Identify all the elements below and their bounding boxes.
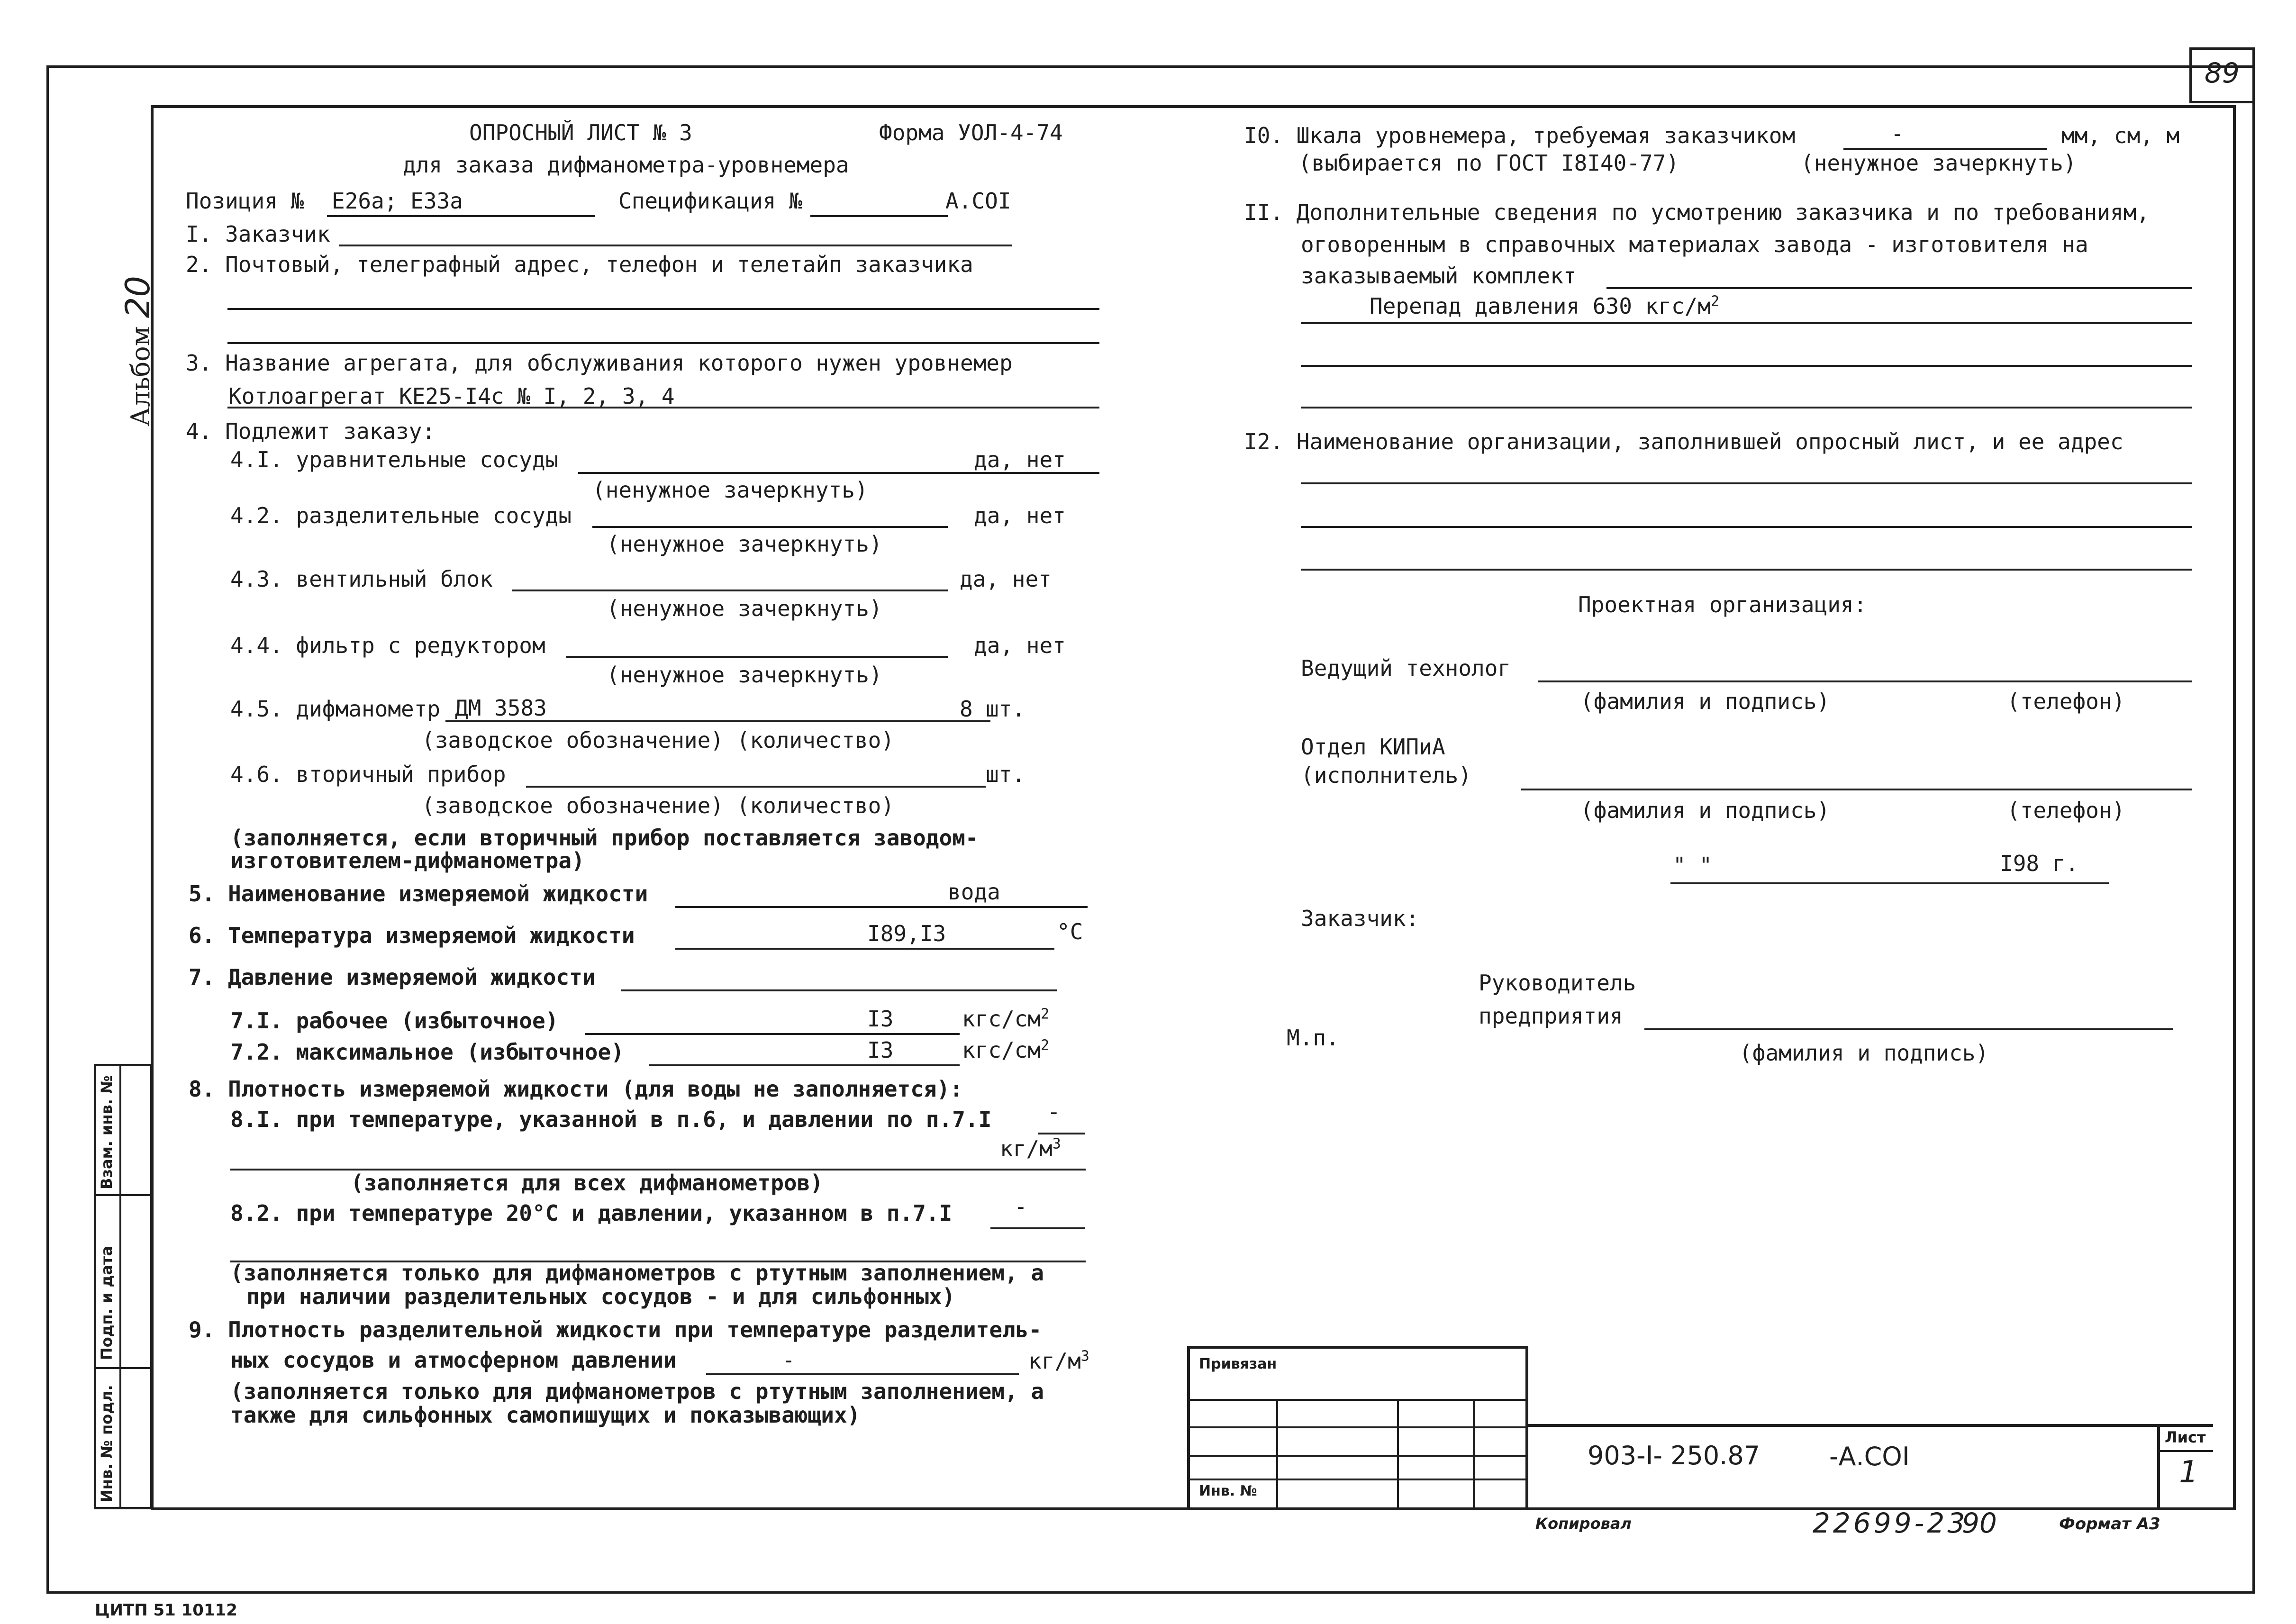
item-9-note-1: (заполняется только для дифманометров с ртутным заполнением, а — [230, 1379, 1044, 1404]
binding-stamp-col — [1276, 1399, 1278, 1510]
item-4-2-line — [592, 526, 948, 528]
item-12-org: I2. Наименование организации, заполнившей опросный лист, и ее адрес — [1244, 429, 2124, 454]
dept-phone: (телефон) — [2007, 798, 2125, 823]
binding-stamp-inv-no: Инв. № — [1199, 1483, 1257, 1499]
item-11-value: Перепад давления 630 кгс/$м^2$ — [1370, 293, 1720, 319]
left-stamp-inner-divider — [119, 1064, 121, 1509]
item-4-1-note: (ненужное зачеркнуть) — [592, 477, 868, 503]
left-stamp-divider — [94, 1194, 153, 1196]
item-6-unit: °C — [1057, 919, 1083, 944]
binding-stamp-row — [1187, 1426, 1528, 1428]
binding-stamp-row — [1187, 1455, 1528, 1457]
item-8-2-label: 8.2. при температуре 20°С и давлении, указанном в п.7.I — [230, 1200, 953, 1226]
album-label — [118, 276, 157, 426]
item-6-line — [675, 948, 1054, 950]
item-2-line-2 — [227, 342, 1099, 344]
item-10-sub: (выбирается по ГОСТ I8I40-77) — [1298, 150, 1679, 176]
head-label-1: Руководитель — [1479, 970, 1636, 996]
item-10-note: (ненужное зачеркнуть) — [1801, 150, 2077, 176]
item-4-order: 4. Подлежит заказу: — [186, 418, 436, 444]
item-9-line-2: ных сосудов и атмосферном давлении — [230, 1347, 677, 1373]
item-3-value: Котлоагрегат КЕ25-I4с № I, 2, 3, 4 — [228, 383, 675, 409]
item-4-2-option: да, нет — [974, 503, 1066, 528]
item-9-line — [706, 1373, 1019, 1375]
item-4-3-line — [512, 590, 948, 591]
item-8-1-note: (заполняется для всех дифманометров) — [351, 1170, 823, 1196]
item-7-1-value: I3 — [867, 1006, 894, 1032]
item-2-line-1 — [227, 308, 1099, 310]
item-11-field-line-2 — [1301, 322, 2192, 324]
title-block-sheet-number: 1 — [2179, 1455, 2198, 1490]
head-line — [1644, 1028, 2173, 1030]
item-8-2-note-2: при наличии разделительных сосудов - и для сильфонных) — [246, 1284, 955, 1309]
head-label-2: предприятия — [1479, 1003, 1623, 1029]
dept-line — [1521, 789, 2192, 790]
date-quotes: " " — [1673, 853, 1713, 878]
album-label-text: Альбом — [126, 326, 155, 426]
date-line — [1670, 882, 2109, 884]
item-4-1-option: да, нет — [974, 447, 1066, 472]
item-4-5-pcs: шт. — [986, 696, 1025, 722]
item-10-scale: I0. Шкала уровнемера, требуемая заказчиком — [1244, 123, 1796, 148]
title-block-doc-suffix: -А.СОI — [1829, 1442, 1910, 1471]
copy-number: 22699-23 — [1813, 1507, 1968, 1539]
item-4-3-label: 4.3. вентильный блок — [230, 566, 493, 592]
item-9-unit: $кг/м^3$ — [1028, 1348, 1089, 1374]
spec-label: Спецификация № — [618, 188, 802, 214]
item-6-temperature: 6. Температура измеряемой жидкости — [189, 923, 635, 948]
item-4-4-label: 4.4. фильтр с редуктором — [230, 633, 545, 658]
item-7-1-line — [585, 1033, 960, 1035]
item-4-5-label: 4.5. дифманометр — [230, 696, 441, 722]
item-7-2-line — [649, 1064, 960, 1066]
item-3-unit-name: 3. Название агрегата, для обслуживания которого нужен уровнемер — [186, 350, 1013, 376]
item-3-line — [227, 407, 1099, 408]
left-stamp-vzam-inv: Взам. инв. № — [98, 1075, 116, 1189]
format-label: Формат А3 — [2059, 1515, 2160, 1533]
item-7-2-unit: кгс/$см^2$ — [962, 1037, 1050, 1063]
item-12-line-2 — [1301, 526, 2192, 528]
binding-stamp-col — [1397, 1399, 1399, 1510]
item-9-dash: - — [782, 1347, 795, 1373]
item-7-1-label: 7.I. рабочее (избыточное) — [230, 1008, 559, 1034]
item-8-2-note-1: (заполняется только для дифманометров с ртутным заполнением, а — [230, 1260, 1044, 1286]
lead-technologist-phone: (телефон) — [2007, 689, 2125, 714]
footer-code: ЦИТП 51 10112 — [95, 1601, 237, 1620]
note-secondary-1: (заполняется, если вторичный прибор поставляется заводом- — [230, 825, 979, 851]
dept-kipia-label: Отдел КИПиА — [1301, 734, 1445, 760]
item-8-2-dash: - — [1014, 1194, 1027, 1219]
title-block-sheet-row — [2157, 1450, 2213, 1452]
title-block-top — [1528, 1424, 2213, 1427]
item-5-value: вода — [948, 879, 1000, 905]
item-4-5-value: ДМ 3583 — [455, 695, 547, 721]
item-8-1-line-short — [1038, 1133, 1085, 1134]
item-8-1-unit: $кг/м^3$ — [1000, 1135, 1061, 1161]
customer-label: Заказчик: — [1301, 906, 1419, 931]
item-4-6-pcs: шт. — [986, 762, 1025, 787]
item-4-4-line — [566, 656, 948, 658]
item-9-line-1: 9. Плотность разделительной жидкости при температуре разделитель- — [189, 1317, 1042, 1343]
copied-by-label: Копировал — [1535, 1515, 1632, 1533]
item-4-5-note: (заводское обозначение) (количество) — [422, 727, 894, 753]
head-name-sign: (фамилия и подпись) — [1739, 1040, 1989, 1066]
form-subtitle: для заказа дифманометра-уровнемера — [403, 152, 849, 178]
item-12-line-1 — [1301, 482, 2192, 484]
item-4-3-note: (ненужное зачеркнуть) — [607, 596, 882, 621]
item-7-line — [621, 989, 1057, 991]
item-7-2-value: I3 — [867, 1037, 894, 1063]
item-7-1-unit: кгс/$см^2$ — [962, 1006, 1050, 1032]
item-12-line-3 — [1301, 569, 2192, 571]
album-number: 20 — [118, 276, 157, 318]
item-11-field-line-1 — [1606, 287, 2192, 289]
project-org-label: Проектная организация: — [1578, 592, 1867, 617]
corner-sheet-number: 89 — [2205, 57, 2240, 89]
item-4-6-line — [526, 786, 986, 788]
item-8-2-line — [990, 1227, 1085, 1229]
item-10-units: мм, см, м — [2061, 123, 2180, 148]
lead-technologist-name-sign: (фамилия и подпись) — [1580, 689, 1830, 714]
dept-name-sign: (фамилия и подпись) — [1580, 798, 1830, 823]
item-1-customer: I. Заказчик — [186, 221, 330, 247]
position-underline — [327, 215, 595, 217]
item-10-dash: - — [1891, 121, 1904, 146]
item-4-5-qty: 8 — [960, 696, 973, 722]
item-2-address: 2. Почтовый, телеграфный адрес, телефон и телетайп заказчика — [186, 252, 973, 277]
item-7-2-unit-text: кгс/см — [962, 1037, 1041, 1063]
left-stamp-divider — [94, 1367, 153, 1369]
item-11-field-line-3 — [1301, 365, 2192, 367]
lead-technologist-label: Ведущий технолог — [1301, 655, 1511, 681]
item-9-unit-text: кг/м — [1028, 1348, 1081, 1374]
dept-executor-label: (исполнитель) — [1301, 762, 1472, 788]
copy-page: 90 — [1962, 1507, 1997, 1539]
item-8-density: 8. Плотность измеряемой жидкости (для воды не заполняется): — [189, 1076, 963, 1102]
spec-value: А.СОI — [945, 188, 1011, 214]
item-7-2-label: 7.2. максимальное (избыточное) — [230, 1039, 624, 1065]
item-7-pressure: 7. Давление измеряемой жидкости — [189, 964, 596, 990]
title-block-doc-code: 903-I- 250.87 — [1588, 1441, 1761, 1470]
binding-stamp-privyazan: Привязан — [1199, 1356, 1277, 1372]
item-4-3-option: да, нет — [960, 566, 1052, 592]
item-8-1-label: 8.I. при температуре, указанной в п.6, и давлении по п.7.I — [230, 1107, 992, 1132]
item-6-value: I89,I3 — [867, 921, 946, 946]
item-11-field-line-4 — [1301, 407, 2192, 408]
left-stamp-inv-podl: Инв. № подл. — [98, 1385, 116, 1502]
item-1-line — [339, 245, 1012, 246]
item-4-6-label: 4.6. вторичный прибор — [230, 762, 506, 787]
left-stamp-podp-data: Подп. и дата — [98, 1245, 116, 1360]
item-11-value-text: Перепад давления 630 кгс/м — [1370, 293, 1711, 319]
item-4-1-label: 4.I. уравнительные сосуды — [230, 447, 559, 472]
item-8-1-dash: - — [1047, 1099, 1061, 1125]
item-4-4-note: (ненужное зачеркнуть) — [607, 662, 882, 688]
item-4-5-line — [445, 720, 990, 722]
item-11-line-3: заказываемый комплект — [1301, 263, 1577, 289]
form-code: Форма УОЛ-4-74 — [879, 120, 1063, 145]
item-5-line — [675, 906, 1088, 908]
note-secondary-2: изготовителем-дифманометра) — [230, 848, 585, 873]
item-4-4-option: да, нет — [974, 633, 1066, 658]
position-label: Позиция № — [186, 188, 304, 214]
binding-stamp-row — [1187, 1399, 1528, 1401]
date-year: I98 г. — [2000, 851, 2079, 876]
binding-stamp-col — [1473, 1399, 1475, 1510]
spec-underline — [810, 215, 948, 217]
item-9-note-2: также для сильфонных самопишущих и показывающих) — [230, 1402, 861, 1428]
position-value: Е26а; Е33а — [332, 188, 463, 214]
item-11-line-2: оговоренным в справочных материалах завода - изготовителя на — [1301, 232, 2088, 257]
stamp-place-label: М.п. — [1287, 1025, 1339, 1051]
item-4-2-note: (ненужное зачеркнуть) — [607, 531, 882, 557]
form-title: ОПРОСНЫЙ ЛИСТ № 3 — [469, 120, 692, 145]
item-8-1-unit-text: кг/м — [1000, 1136, 1053, 1161]
item-4-6-note: (заводское обозначение) (количество) — [422, 793, 894, 818]
lead-technologist-line — [1538, 680, 2192, 682]
item-7-1-unit-text: кгс/см — [962, 1006, 1041, 1032]
title-block-sheet-label: Лист — [2165, 1428, 2206, 1446]
item-10-line — [1843, 148, 2047, 150]
item-11-line-1: II. Дополнительные сведения по усмотрению заказчика и по требованиям, — [1244, 200, 2150, 225]
item-5-liquid: 5. Наименование измеряемой жидкости — [189, 881, 648, 907]
item-4-2-label: 4.2. разделительные сосуды — [230, 503, 572, 528]
title-block-sheet-divider — [2157, 1424, 2160, 1510]
